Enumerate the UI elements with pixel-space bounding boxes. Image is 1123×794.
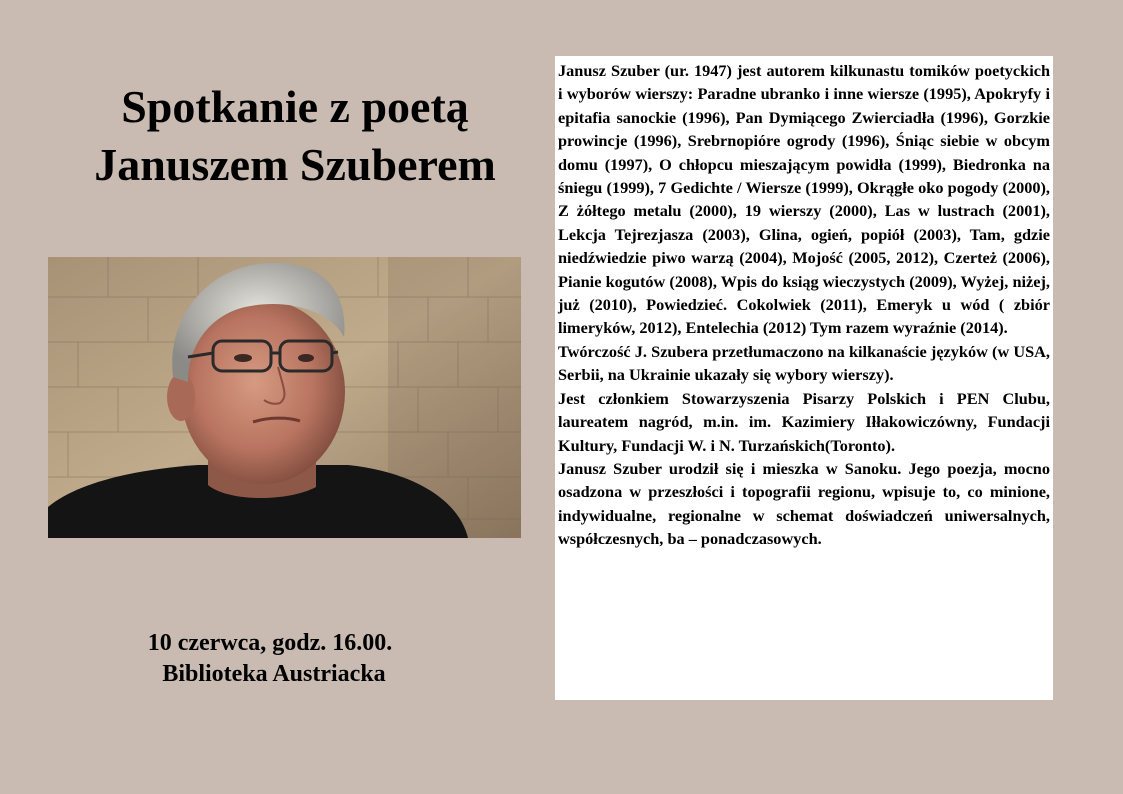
bio-paragraph-sanok: Janusz Szuber urodził się i mieszka w Sanoku. Jego poezja, mocno osadzona w przeszłości i topografii regionu, wpisuje to, co minione, indywidualne, regionalne w schemat doświadczeń uniwersalnych, współczesnych, ba – ponadczasowych. <box>558 458 1050 549</box>
title-line-1: Spotkanie z poetą <box>121 81 469 132</box>
poet-portrait-icon <box>48 257 521 538</box>
biography-panel <box>555 56 1053 700</box>
bio-paragraph-works: Janusz Szuber (ur. 1947) jest autorem kilkunastu tomików poetyckich i wyborów wierszy: Paradne ubranko i inne wiersze (1995), Apokryfy i epitafia sanockie (1996), Pan Dymiącego Zwierciadła (1996), Gorzkie prowincje (1996), Srebrnopióre ogrody (1996), Śniąc siebie w obcym domu (1997), O chłopcu mieszającym powidła (1999), Biedronka na śniegu (1999), 7 Gedichte / Wiersze (1999), Okrągłe oko pogody (2000), Z żółtego metalu (2000), 19 wierszy (2000), Las w lustrach (2001), Lekcja Tejrezjasza (2003), Glina, ogień, popiół (2003), Tam, gdzie niedźwiedzie piwo warzą (2004), Mojość (2005, 2012), Czerteż (2006), Pianie kogutów (2008), Wpis do ksiąg wieczystych (2009), Wyżej, niżej, już (2010), Powiedzieć. Cokolwiek (2011), Emeryk u wód ( zbiór limeryków, 2012), Entelechia (2012) Tym razem wyraźnie (2014). <box>558 61 1050 338</box>
event-date: 10 czerwca, godz. 16.00. <box>147 630 393 656</box>
title-line-2: Januszem Szuberem <box>94 139 496 190</box>
event-venue: Biblioteka Austriacka <box>162 661 386 687</box>
poet-photo <box>48 257 521 538</box>
poster-title <box>30 78 560 194</box>
bio-paragraph-translations: Twórczość J. Szubera przetłumaczono na kilkanaście języków (w USA, Serbii, na Ukrainie ukazały się wybory wierszy). <box>558 341 1050 385</box>
event-info <box>120 628 420 690</box>
bio-paragraph-membership: Jest członkiem Stowarzyszenia Pisarzy Polskich i PEN Clubu, laureatem nagród, m.in. im. Kazimiery Iłłakowiczówny, Fundacji Kultury, Fundacji W. i N. Turzańskich(Toronto). <box>558 388 1050 455</box>
